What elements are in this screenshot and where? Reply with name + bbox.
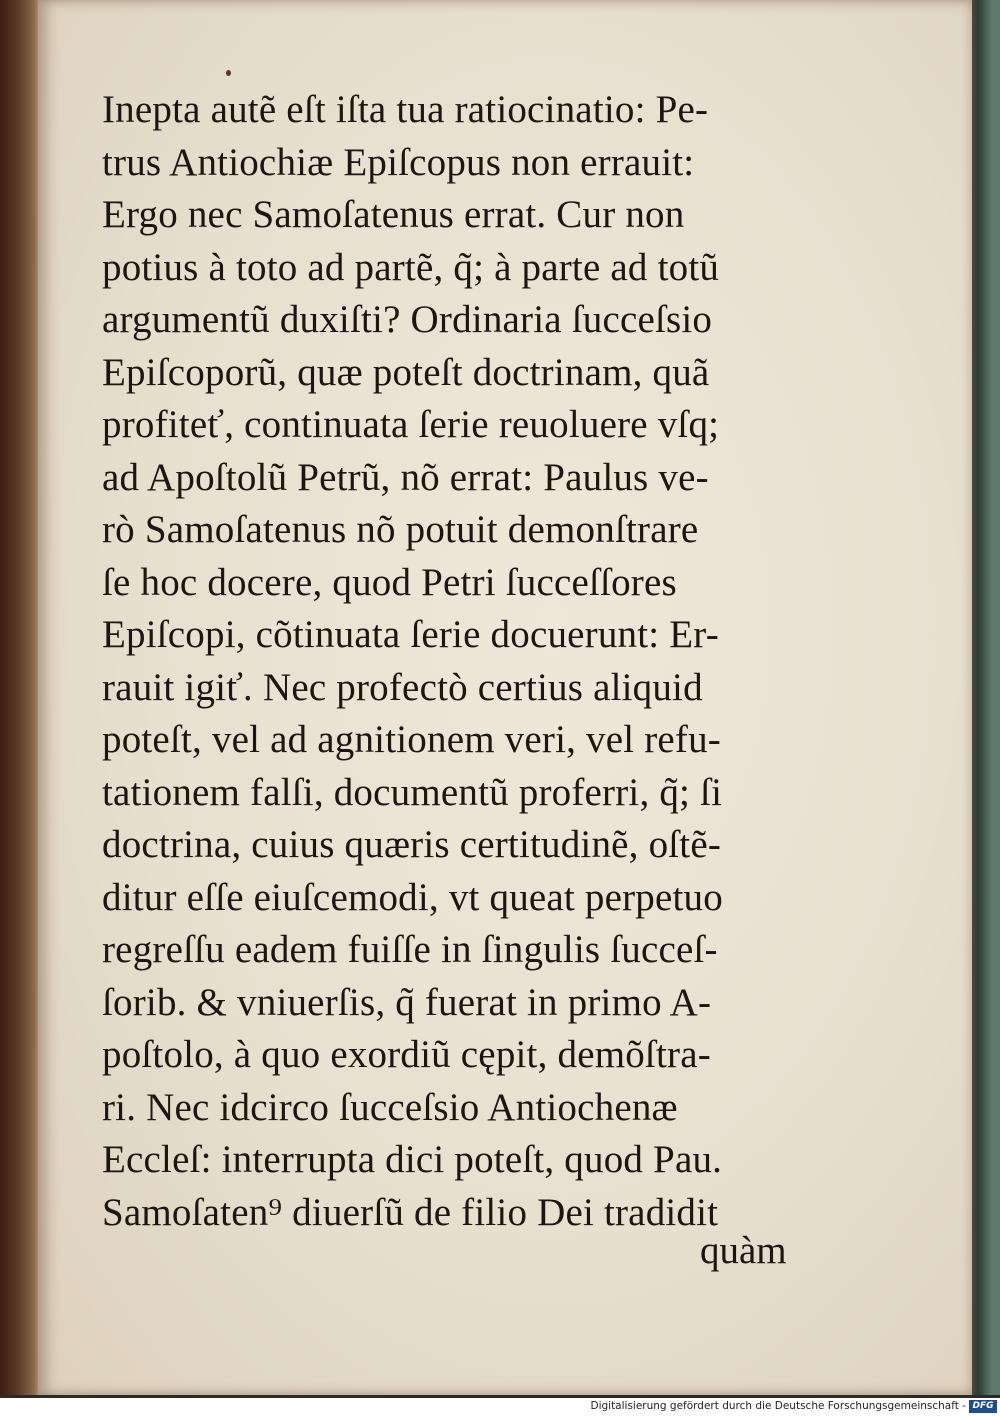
text-line: argumentũ duxiſti? Ordinaria ſucceſsio xyxy=(102,298,713,341)
text-line: potius à toto ad partẽ, q̃; à parte ad totũ xyxy=(102,245,720,289)
text-line: Inepta autẽ eſt iſta tua ratiocinatio: Pe- xyxy=(102,88,709,131)
text-line: Samoſaten⁹ diuerſũ de filio Dei tradidit xyxy=(102,1190,719,1234)
text-line: trus Antiochiæ Epiſcopus non errauit: xyxy=(102,140,695,184)
text-line: ri. Nec idcirco ſucceſsio Antiochenæ xyxy=(102,1085,678,1129)
page-text xyxy=(102,84,802,1239)
text-line: tationem falſi, documentũ proferri, q̃; ſi xyxy=(102,770,723,814)
text-line: rauit igiť. Nec profectò certius aliquid xyxy=(102,665,703,709)
text-line: doctrina, cuius quæris certitudinẽ, oſtẽ- xyxy=(102,823,722,866)
text-line: ſorib. & vniuerſis, q̃ fuerat in primo A- xyxy=(102,980,712,1024)
text-line: ditur eſſe eiuſcemodi, vt queat perpetuo xyxy=(102,875,723,919)
text-line: regreſſu eadem fuiſſe in ſingulis ſucceſ- xyxy=(102,928,718,971)
text-line: Ergo nec Samoſatenus errat. Cur non xyxy=(102,193,685,236)
scan-right-edge xyxy=(972,0,1000,1397)
text-line: Epiſcoporũ, quæ poteſt doctrinam, quã xyxy=(102,350,710,394)
text-line: Eccleſ: interrupta dici poteſt, quod Pau. xyxy=(102,1138,723,1181)
dfg-logo: DFG xyxy=(969,1400,997,1413)
ink-spot xyxy=(226,70,231,76)
funding-credit: Digitalisierung gefördert durch die Deutsche Forschungsgemeinschaft - xyxy=(590,1400,966,1412)
text-line: ad Apoſtolũ Petrũ, nõ errat: Paulus ve- xyxy=(102,455,709,499)
text-line: poteſt, vel ad agnitionem veri, vel refu- xyxy=(102,718,721,761)
catchword: quàm xyxy=(700,1229,787,1272)
text-line: rò Samoſatenus nõ potuit demonſtrare xyxy=(102,508,699,551)
text-line: Epiſcopi, cõtinuata ſerie docuerunt: Er- xyxy=(102,613,719,656)
text-line: profiteť, continuata ſerie reuoluere vſq; xyxy=(102,403,720,446)
text-line: ſe hoc docere, quod Petri ſucceſſores xyxy=(102,560,677,604)
text-line: poſtolo, à quo exordiũ cępit, demõſtra- xyxy=(102,1033,711,1076)
